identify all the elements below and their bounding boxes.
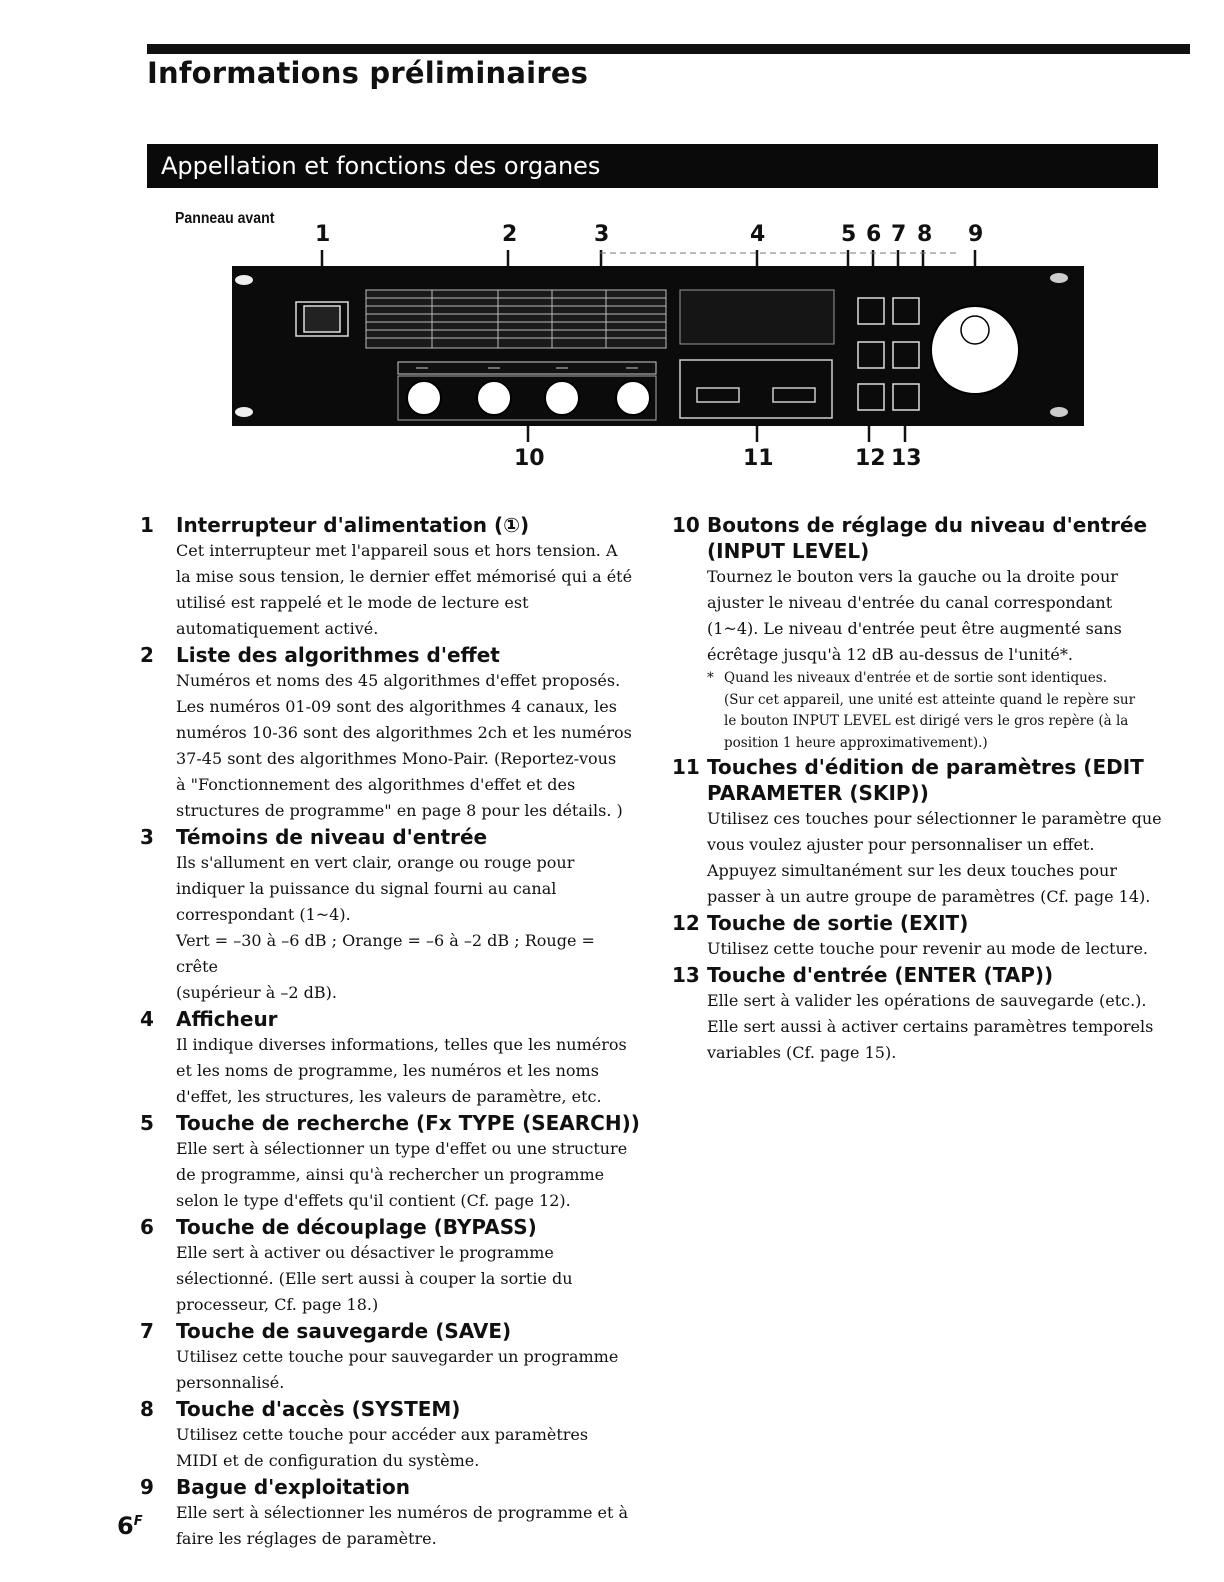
item-title: Touche de sortie (EXIT) xyxy=(707,911,969,935)
item-title: Témoins de niveau d'entrée xyxy=(176,825,488,849)
item-description: Elle sert à activer ou désactiver le programme sélectionné. (Elle sert aussi à couper la sortie du processeur, Cf. page 18.) xyxy=(176,1243,573,1314)
item-number: 9 xyxy=(140,1475,154,1499)
left-column xyxy=(140,512,640,1552)
item-2 xyxy=(140,642,640,824)
display xyxy=(680,290,834,344)
item-title: Bague d'exploitation xyxy=(176,1475,410,1499)
input-level-meters xyxy=(398,362,656,374)
item-title: Afficheur xyxy=(176,1007,278,1031)
callout-8: 8 xyxy=(917,222,933,247)
item-description: Utilisez cette touche pour sauvegarder un programme personnalisé. xyxy=(176,1347,619,1392)
page-number-value: 6 xyxy=(117,1512,134,1540)
page-title: Informations préliminaires xyxy=(147,56,589,90)
item-number: 6 xyxy=(140,1215,154,1239)
item-description: Utilisez cette touche pour accéder aux paramètres MIDI et de configuration du système. xyxy=(176,1425,589,1470)
item-number: 5 xyxy=(140,1111,154,1135)
item-number: 10 xyxy=(672,513,700,537)
callout-6: 6 xyxy=(866,222,882,247)
item-5 xyxy=(140,1110,640,1214)
power-switch xyxy=(296,302,348,336)
item-number: 8 xyxy=(140,1397,154,1421)
item-13 xyxy=(672,962,1162,1066)
item-8 xyxy=(140,1396,640,1474)
page-number-suffix: F xyxy=(133,1514,143,1529)
callout-12: 12 xyxy=(855,446,886,471)
item-number: 4 xyxy=(140,1007,154,1031)
operating-ring xyxy=(931,306,1019,394)
item-number: 3 xyxy=(140,825,154,849)
callout-13: 13 xyxy=(891,446,922,471)
item-number: 11 xyxy=(672,755,700,779)
item-1 xyxy=(140,512,640,642)
item-number: 12 xyxy=(672,911,700,935)
item-description: Elle sert à valider les opérations de sauvegarde (etc.). Elle sert aussi à activer certains paramètres temporels variables (Cf. page 15). xyxy=(707,991,1154,1062)
item-description: Numéros et noms des 45 algorithmes d'effet proposés. Les numéros 01-09 sont des algorithmes 4 canaux, les numéros 10-36 sont des algorithmes 2ch et les numéros 37-45 sont des algorithmes Mono-Pair. (Reportez-vous à "Fonctionnement des algorithmes d'effet et des structures de programme" en page 8 pour les détails. ) xyxy=(176,671,632,820)
item-6 xyxy=(140,1214,640,1318)
callout-11: 11 xyxy=(743,446,774,471)
item-description: Cet interrupteur met l'appareil sous et hors tension. A la mise sous tension, le dernier effet mémorisé qui a été utilisé est rappelé et le mode de lecture est automatiquement activé. xyxy=(176,541,633,638)
item-title: Touche d'accès (SYSTEM) xyxy=(176,1397,461,1421)
item-7 xyxy=(140,1318,640,1396)
item-title: Touche de découplage (BYPASS) xyxy=(176,1215,537,1239)
item-number: 7 xyxy=(140,1319,154,1343)
item-title: Touche d'entrée (ENTER (TAP)) xyxy=(707,963,1054,987)
panel-label: Panneau avant xyxy=(175,210,275,227)
algorithm-list xyxy=(366,290,666,348)
item-title: Boutons de réglage du niveau d'entrée (INPUT LEVEL) xyxy=(707,513,1148,563)
item-number: 13 xyxy=(672,963,700,987)
callout-10: 10 xyxy=(514,446,545,471)
page-number xyxy=(117,1512,143,1540)
callout-9: 9 xyxy=(968,222,984,247)
callout-3: 3 xyxy=(594,222,610,247)
callout-7: 7 xyxy=(891,222,907,247)
item-description: Utilisez ces touches pour sélectionner le paramètre que vous voulez ajuster pour personnaliser un effet. Appuyez simultanément sur les deux touches pour passer à un autre groupe de paramètres (Cf. page 14). xyxy=(707,809,1162,906)
callout-1: 1 xyxy=(315,222,331,247)
front-panel-illustration xyxy=(0,0,1224,510)
section-banner: Appellation et fonctions des organes xyxy=(147,144,1158,188)
item-title: Touche de recherche (Fx TYPE (SEARCH)) xyxy=(176,1111,640,1135)
footnote xyxy=(707,668,1162,754)
item-description: Ils s'allument en vert clair, orange ou rouge pour indiquer la puissance du signal fourni au canal correspondant (1~4). Vert = –30 à –6 dB ; Orange = –6 à –2 dB ; Rouge = crête (supérieur à –2 dB). xyxy=(176,853,595,1002)
item-description: Elle sert à sélectionner les numéros de programme et à faire les réglages de paramètre. xyxy=(176,1503,629,1548)
item-number: 2 xyxy=(140,643,154,667)
item-3 xyxy=(140,824,640,1006)
item-4 xyxy=(140,1006,640,1110)
item-title: Touches d'édition de paramètres (EDIT PARAMETER (SKIP)) xyxy=(707,755,1144,805)
item-title: Liste des algorithmes d'effet xyxy=(176,643,500,667)
item-9 xyxy=(140,1474,640,1552)
right-column xyxy=(672,512,1162,1066)
item-description: Elle sert à sélectionner un type d'effet ou une structure de programme, ainsi qu'à rechercher un programme selon le type d'effets qu'il contient (Cf. page 12). xyxy=(176,1139,628,1210)
callout-4: 4 xyxy=(750,222,766,247)
item-11 xyxy=(672,754,1162,910)
item-description: Tournez le bouton vers la gauche ou la droite pour ajuster le niveau d'entrée du canal correspondant (1~4). Le niveau d'entrée peut être augmenté sans écrêtage jusqu'à 12 dB au-dessus de l'unité*. xyxy=(707,567,1122,664)
item-description: Utilisez cette touche pour revenir au mode de lecture. xyxy=(707,939,1148,958)
item-title: Touche de sauvegarde (SAVE) xyxy=(176,1319,512,1343)
item-12 xyxy=(672,910,1162,962)
item-description: Il indique diverses informations, telles que les numéros et les noms de programme, les numéros et les noms d'effet, les structures, les valeurs de paramètre, etc. xyxy=(176,1035,627,1106)
callout-5: 5 xyxy=(841,222,857,247)
item-title: Interrupteur d'alimentation (①) xyxy=(176,513,530,537)
footnote-text: Quand les niveaux d'entrée et de sortie sont identiques. (Sur cet appareil, une unité est atteinte quand le repère sur le bouton INPUT LEVEL est dirigé vers le gros repère (à la position 1 heure approximativement).) xyxy=(724,670,1136,751)
item-number: 1 xyxy=(140,513,154,537)
callout-2: 2 xyxy=(502,222,518,247)
item-10 xyxy=(672,512,1162,754)
footnote-mark: * xyxy=(707,670,714,686)
